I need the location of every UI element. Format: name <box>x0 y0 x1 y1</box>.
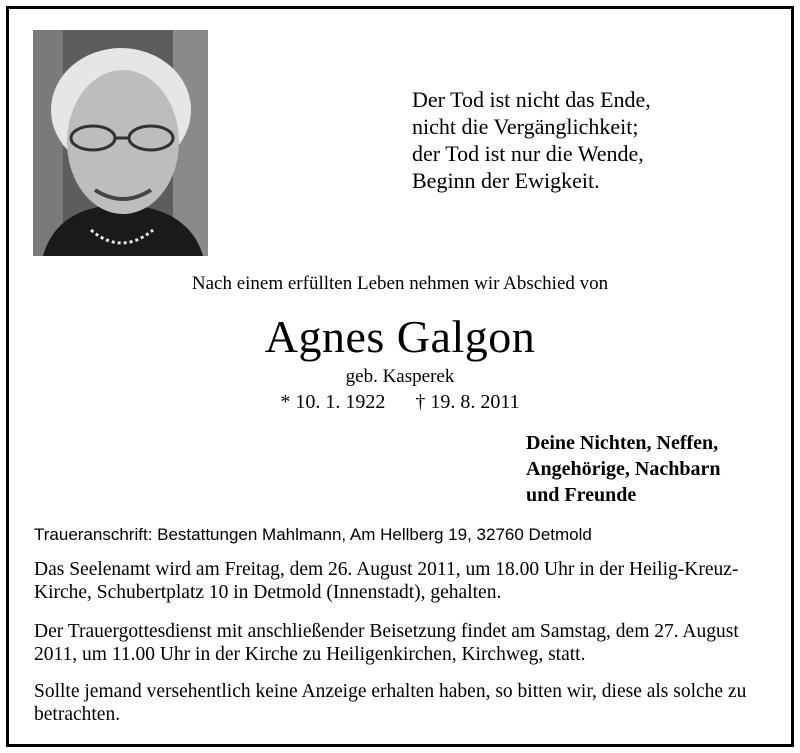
mourners <box>526 430 720 508</box>
poem-line: der Tod ist nur die Wende, <box>412 141 644 166</box>
life-dates <box>0 391 800 414</box>
poem <box>412 86 651 194</box>
birth-date: * 10. 1. 1922 <box>280 391 386 413</box>
maiden-name: geb. Kasperek <box>345 366 455 387</box>
mourners-line: Angehörige, Nachbarn <box>526 458 721 480</box>
mourning-address: Traueranschrift: Bestattungen Mahlmann, Am Hellberg 19, 32760 Detmold <box>34 525 592 544</box>
intro-text: Nach einem erfüllten Leben nehmen wir Abschied von <box>191 273 609 294</box>
deceased-name: Agnes Galgon <box>264 311 536 362</box>
poem-line: Der Tod ist nicht das Ende, <box>412 87 651 112</box>
mourners-line: Deine Nichten, Neffen, <box>526 432 719 454</box>
portrait-icon <box>33 30 208 256</box>
funeral-notice: Der Trauergottesdienst mit anschließender Beisetzung findet am Samstag, dem 27. August 2011, um 11.00 Uhr in der Kirche zu Heiligenkirchen, Kirchweg, statt. <box>34 621 739 665</box>
mourners-line: und Freunde <box>526 484 637 506</box>
portrait-photo <box>33 30 208 256</box>
poem-line: Beginn der Ewigkeit. <box>412 168 600 193</box>
poem-line: nicht die Vergänglichkeit; <box>412 114 639 139</box>
requiem-notice: Das Seelenamt wird am Freitag, dem 26. August 2011, um 18.00 Uhr in der Heilig-Kreuz-Kirche, Schubertplatz 10 in Detmold (Innenstadt), gehalten. <box>34 559 739 603</box>
closing-notice: Sollte jemand versehentlich keine Anzeige erhalten haben, so bitten wir, diese als solche zu betrachten. <box>34 681 747 725</box>
death-date: † 19. 8. 2011 <box>415 391 520 413</box>
